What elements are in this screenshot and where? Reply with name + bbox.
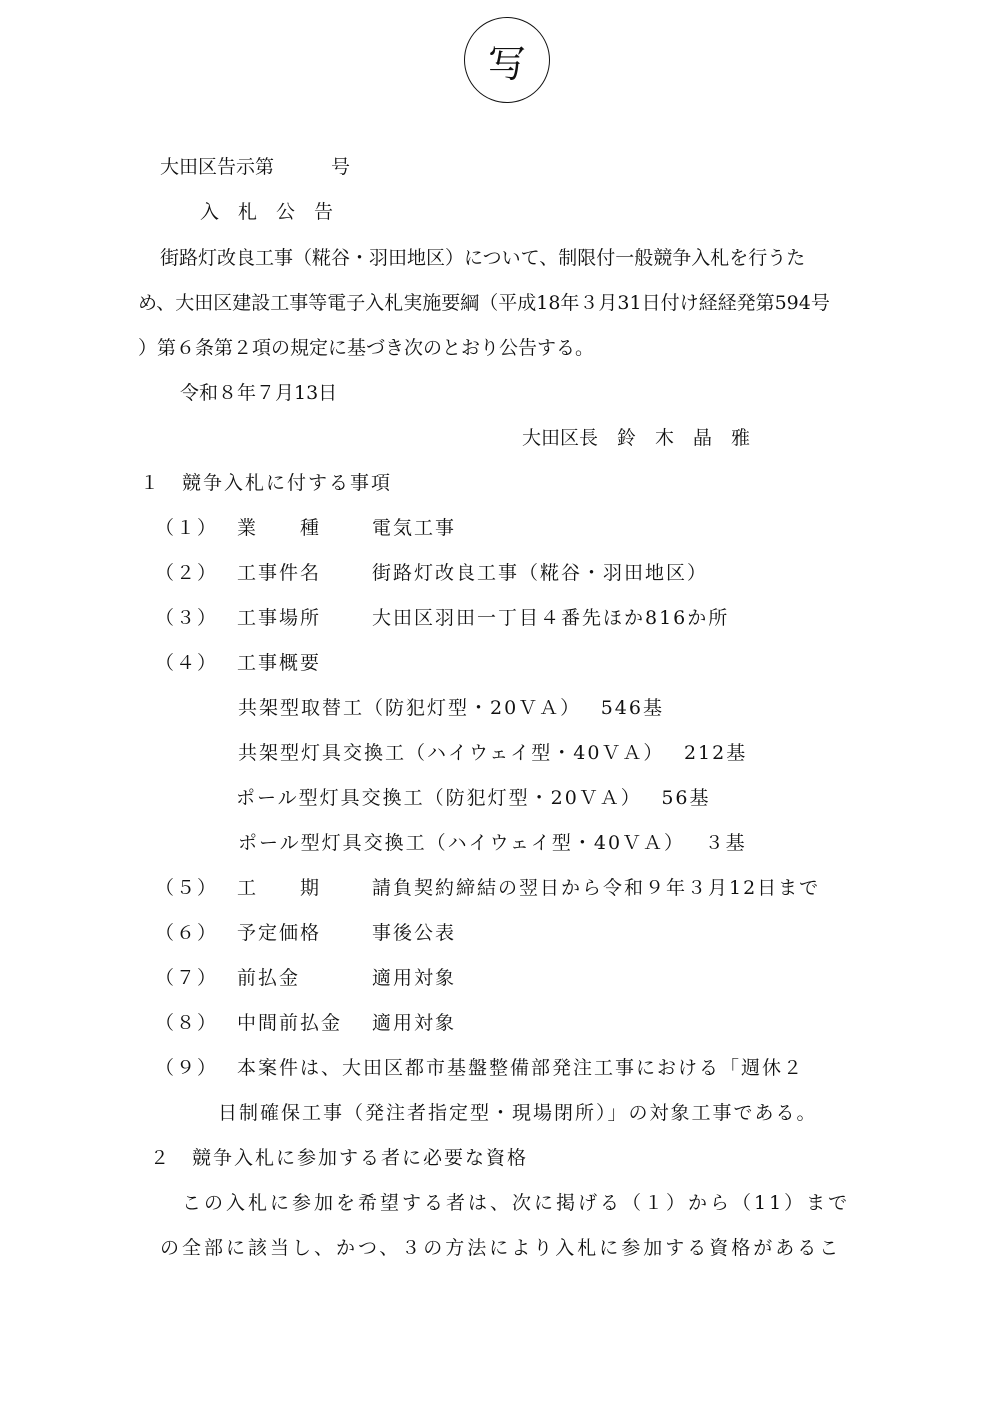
item-row-1 [155, 516, 915, 540]
item-label: 工事概要 [237, 652, 322, 674]
item-number: （９） [155, 1057, 219, 1079]
item-number: （７） [155, 967, 219, 989]
item-number: （８） [155, 1012, 219, 1034]
item-row-9 [155, 1056, 915, 1080]
item-row-8 [155, 1011, 915, 1035]
item-row-6 [155, 921, 915, 945]
intro-line-3: ）第６条第２項の規定に基づき次のとおり公告する。 [138, 337, 595, 359]
item-9-text-line-2: 日制確保工事（発注者指定型・現場閉所）」の対象工事である。 [218, 1102, 818, 1124]
item-row-7 [155, 966, 915, 990]
item-label: 工事件名 [237, 562, 322, 584]
section-2-heading: ２ 競争入札に参加する者に必要な資格 [150, 1147, 529, 1169]
item-row-4 [155, 651, 915, 675]
overview-line-4: ポール型灯具交換工（ハイウェイ型・40ＶＡ） ３基 [238, 832, 747, 854]
item-value: 大田区羽田一丁目４番先ほか816か所 [372, 607, 730, 629]
item-text-line-1: 本案件は、大田区都市基盤整備部発注工事における「週休２ [237, 1057, 805, 1079]
item-number: （３） [155, 607, 219, 629]
signer: 大田区長 鈴 木 晶 雅 [522, 427, 751, 449]
item-number: （５） [155, 877, 219, 899]
item-number: （２） [155, 562, 219, 584]
item-number: （６） [155, 922, 219, 944]
item-label: 工事場所 [237, 607, 322, 629]
overview-line-2: 共架型灯具交換工（ハイウェイ型・40ＶＡ） 212基 [238, 742, 748, 764]
item-value: 適用対象 [372, 967, 457, 989]
item-label: 工 期 [237, 877, 322, 899]
item-row-2 [155, 561, 915, 585]
item-label: 中間前払金 [237, 1012, 343, 1034]
copy-stamp: 写 [464, 17, 550, 103]
item-value: 請負契約締結の翌日から令和９年３月12日まで [372, 877, 821, 899]
section-2-text-line-1: この入札に参加を希望する者は、次に掲げる（１）から（11）まで [182, 1192, 851, 1214]
item-label: 予定価格 [237, 922, 322, 944]
notice-title: 入 札 公 告 [200, 201, 334, 223]
item-value: 事後公表 [372, 922, 457, 944]
item-number: （４） [155, 652, 219, 674]
item-label: 前払金 [237, 967, 301, 989]
item-value: 電気工事 [372, 517, 457, 539]
item-value: 街路灯改良工事（糀谷・羽田地区） [372, 562, 709, 584]
item-label: 業 種 [237, 517, 322, 539]
section-2-text-line-2: の全部に該当し、かつ、３の方法により入札に参加する資格があるこ [160, 1237, 842, 1259]
item-row-5 [155, 876, 915, 900]
notice-date: 令和８年７月13日 [180, 382, 338, 404]
intro-line-2: め、大田区建設工事等電子入札実施要綱（平成18年３月31日付け経経発第594号 [138, 292, 830, 314]
intro-line-1: 街路灯改良工事（糀谷・羽田地区）について、制限付一般競争入札を行うた [160, 247, 806, 269]
section-1-heading: １ 競争入札に付する事項 [140, 472, 393, 494]
overview-line-1: 共架型取替工（防犯灯型・20ＶＡ） 546基 [238, 697, 664, 719]
overview-line-3: ポール型灯具交換工（防犯灯型・20ＶＡ） 56基 [236, 787, 711, 809]
item-row-3 [155, 606, 915, 630]
item-value: 適用対象 [372, 1012, 457, 1034]
item-number: （１） [155, 517, 219, 539]
notice-number: 大田区告示第 号 [160, 156, 351, 178]
